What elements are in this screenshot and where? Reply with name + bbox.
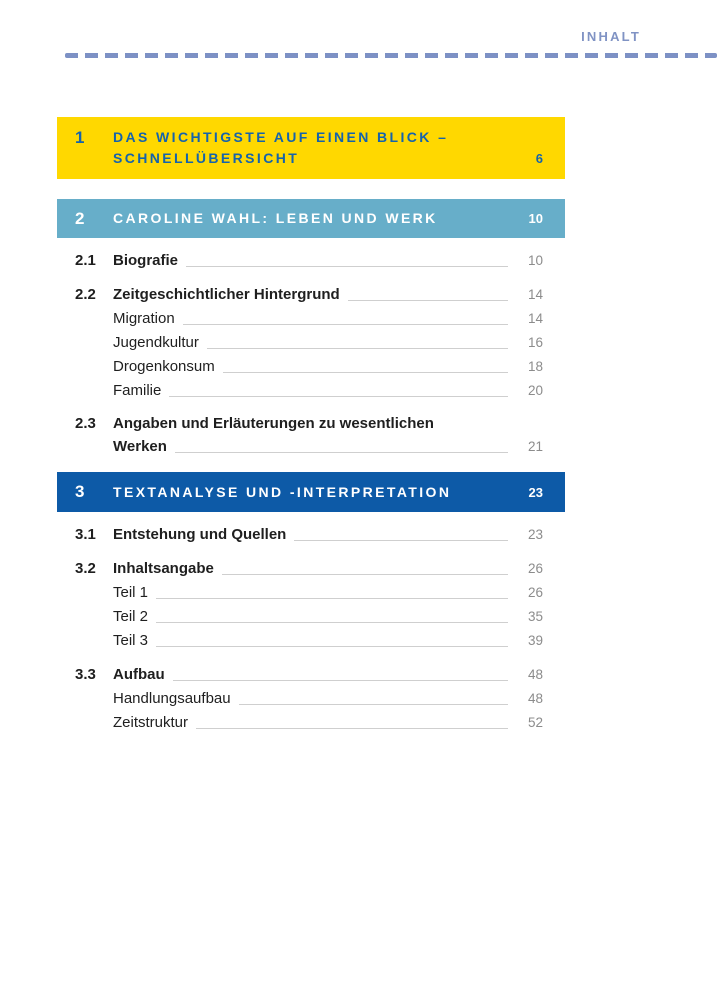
toc-subentry — [57, 605, 565, 628]
section-page-number: 23 — [528, 484, 543, 500]
entry-page-number: 26 — [527, 585, 543, 600]
section-banner-2 — [57, 199, 565, 238]
section-banner-1 — [57, 117, 565, 179]
page-title: INHALT — [581, 29, 641, 44]
entry-page-number: 10 — [527, 253, 543, 268]
toc-subentry — [57, 581, 565, 604]
entry-number: 3.2 — [75, 560, 96, 577]
dashed-rule — [65, 53, 717, 58]
toc-subentry — [57, 629, 565, 652]
toc-subentry — [57, 355, 565, 378]
toc-subentry — [57, 331, 565, 354]
entry-title: Entstehung und Quellen — [113, 526, 287, 543]
entry-page-number: 14 — [527, 287, 543, 302]
entry-number: 3.3 — [75, 666, 96, 683]
entry-title: Teil 3 — [113, 632, 149, 649]
entry-page-number: 14 — [527, 311, 543, 326]
toc-subentry — [57, 379, 565, 402]
entry-title-line-2: Werken — [113, 438, 167, 455]
entry-page-number: 39 — [527, 633, 543, 648]
entry-page-number: 16 — [527, 335, 543, 350]
entry-title: Inhaltsangabe — [113, 560, 214, 577]
section-title: TEXTANALYSE UND -INTERPRETATION — [113, 483, 452, 500]
leader-line — [169, 396, 508, 397]
leader-line — [156, 598, 508, 599]
entry-title: Teil 1 — [113, 584, 149, 601]
toc-entry — [57, 412, 565, 458]
leader-line — [196, 728, 508, 729]
section-number: 1 — [75, 128, 85, 147]
toc-entry — [57, 557, 565, 580]
section-title: DAS WICHTIGSTE AUF EINEN BLICK – SCHNELLÜBERSICHT — [113, 129, 449, 166]
leader-line — [222, 574, 508, 575]
entry-page-number: 20 — [527, 383, 543, 398]
leader-line — [156, 646, 508, 647]
entry-page-number: 18 — [527, 359, 543, 374]
leader-line — [156, 622, 508, 623]
leader-line — [294, 540, 508, 541]
leader-line — [183, 324, 508, 325]
leader-line — [175, 452, 508, 453]
entry-title: Migration — [113, 310, 175, 327]
leader-line — [239, 704, 508, 705]
toc-entry — [57, 249, 565, 272]
entry-page-number: 48 — [527, 691, 543, 706]
entry-number: 2.1 — [75, 252, 96, 269]
section-title: CAROLINE WAHL: LEBEN UND WERK — [113, 210, 438, 226]
toc-subentry — [57, 711, 565, 734]
entry-title: Aufbau — [113, 666, 165, 683]
entry-page-number: 26 — [527, 561, 543, 576]
entry-title-line-1: Angaben und Erläuterungen zu wesentlichen — [113, 415, 434, 432]
entry-number: 3.1 — [75, 526, 96, 543]
entry-page-number: 52 — [527, 715, 543, 730]
leader-line — [186, 266, 508, 267]
entry-page-number: 21 — [527, 439, 543, 454]
leader-line — [348, 300, 508, 301]
leader-line — [223, 372, 508, 373]
entry-title: Teil 2 — [113, 608, 149, 625]
section-number: 3 — [75, 482, 85, 501]
entry-title: Zeitgeschichtlicher Hintergrund — [113, 286, 340, 303]
entry-title: Handlungsaufbau — [113, 690, 231, 707]
section-banner-3 — [57, 472, 565, 512]
entry-page-number: 35 — [527, 609, 543, 624]
section-number: 2 — [75, 208, 85, 228]
toc-entry — [57, 663, 565, 686]
entry-title: Zeitstruktur — [113, 714, 189, 731]
table-of-contents — [57, 117, 565, 734]
leader-line — [173, 680, 508, 681]
section-page-number: 10 — [528, 211, 543, 226]
toc-subentry — [57, 687, 565, 710]
entry-title: Familie — [113, 382, 162, 399]
entry-page-number: 48 — [527, 667, 543, 682]
section-page-number: 6 — [535, 151, 543, 166]
entry-title: Drogenkonsum — [113, 358, 215, 375]
entry-title: Biografie — [113, 252, 179, 269]
page-header — [0, 0, 720, 58]
toc-entry — [57, 523, 565, 546]
entry-page-number: 23 — [527, 527, 543, 542]
toc-subentry — [57, 307, 565, 330]
leader-line — [207, 348, 508, 349]
entry-title: Jugendkultur — [113, 334, 199, 351]
entry-number: 2.2 — [75, 286, 96, 303]
toc-entry — [57, 283, 565, 306]
entry-number: 2.3 — [75, 415, 96, 432]
